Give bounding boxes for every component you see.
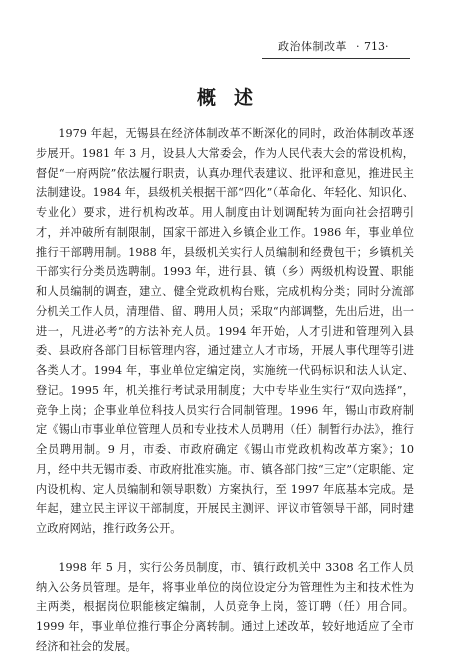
body-text — [36, 124, 414, 657]
header-page-number — [364, 40, 389, 54]
header-rule — [262, 58, 410, 59]
page-number: 713 — [364, 40, 385, 53]
page-number-suffix: · — [385, 40, 389, 53]
running-header — [268, 40, 408, 56]
section-heading: 概述 — [196, 87, 271, 109]
paragraph-1: 1979 年起，无锡县在经济体制改革不断深化的同时，政治体制改革逐步展开。1981 年 3 月，设县人大常委会，作为人民代表大会的常设机构，督促“一府两院”依法履行职责，认真办理代表建议、批评和意见，推进民主法制建设。1984 年，县级机关根据干部“四化”（革命化、年轻化、知识化、专业化）要求，进行机构改革。用人制度由计划调配转为面向社会招聘引才，并冲破所有制限制，国家干部进入乡镇企业工作。1986 年，事业单位推行干部聘用制。1988 年，县级机关实行人员编制和经费包干；乡镇机关干部实行分类员选聘制。1993 年，进行县、镇（乡）两级机构设置、职能和人员编制的调查，建立、健全党政机构台账，完成机构分类；同时分流部分机关工作人员，清理借、留、聘用人员；采取“内部调整，先出后进，出一进一，凡进必考”的方法补充人员。1994 年开始，人才引进和管理列入县委、县政府各部门目标管理内容，通过建立人才市场，开展人事代理等引进各类人才。1994 年，事业单位定编定岗，实施统一代码标识和法人认定、登记。1995 年，机关推行考试录用制度；大中专毕业生实行“双向选择”，竞争上岗；企事业单位科技人员实行合同制管理。1996 年，锡山市政府制定《锡山市事业单位管理人员和专业技术人员聘用（任）制暂行办法》，推行全员聘用制。9 月，市委、市政府确定《锡山市党政机构改革方案》；10 月，经中共无锡市委、市政府批准实施。市、镇各部门按“三定”（定职能、定内设机构、定人员编制和领导职数）方案执行，至 1997 年底基本完成。是年起，建立民主评议干部制度，开展民主测评、评议市管领导干部，同时建立政府网站，推行政务公开。 — [36, 127, 414, 535]
header-section-title: 政治体制改革 — [278, 40, 347, 53]
header-separator: · — [356, 40, 360, 53]
paragraph-2: 1998 年 5 月，实行公务员制度，市、镇行政机关中 3308 名工作人员纳入公务员管理。是年，将事业单位的岗位设定分为管理性为主和技术性为主两类，根据岗位职能核定编制，人员竞争上岗，签订聘（任）用合同。1999 年，事业单位推行事企分离转制。通过上述改革，较好地适应了全市经济和社会的发展。 — [36, 560, 414, 653]
